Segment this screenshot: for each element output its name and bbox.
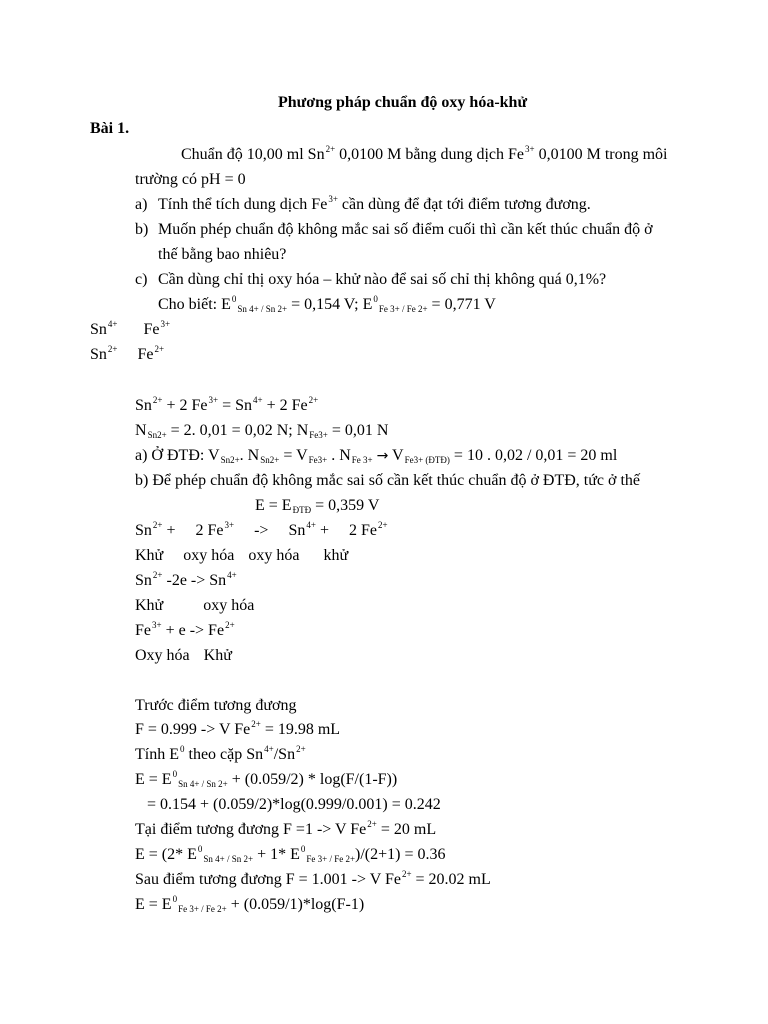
problem-statement-line2: trường có pH = 0 — [135, 171, 246, 188]
equivalence-potential-formula: E = (2* $E^0_{Sn 4+ / Sn 2+} + 1*$ $E^0_{Fe 3+ / Fe 2+})/(2+1) = 0.36$ — [135, 844, 446, 864]
tin-half-roles: Khử oxy hóa — [135, 597, 255, 614]
question-b-line2: thế bằng bao nhiêu? — [158, 246, 287, 263]
e0-calculation-note: Tính $E^0$ theo cặp $Sn^{4+}/Sn^{2+}$ — [135, 744, 306, 763]
iron-half-roles: Oxy hóa Khử — [135, 647, 232, 664]
exercise-heading: Bài 1. — [90, 120, 130, 137]
nernst-result-tin: = 0.154 + (0.059/2)*log(0.999/0.001) = 0.242 — [147, 796, 441, 813]
reaction-roles: Khử oxy hóa oxy hóa khử — [135, 547, 349, 564]
problem-statement-line1: Chuẩn độ 10,00 ml $Sn^{2+}$ 0,0100 M bằng dung dịch $Fe^{3+}$ 0,0100 M trong môi — [181, 144, 668, 163]
tin-half-reaction: $Sn^{2+}$ $-2e -> Sn^{4+}$ — [135, 570, 237, 589]
answer-b: b) Để phép chuẩn độ không mắc sai số cần kết thúc chuẩn độ ở ĐTĐ, tức ở thế — [135, 472, 641, 489]
equivalence-potential: $E = E_{ĐTĐ} = 0,359$ V — [255, 497, 380, 515]
nernst-formula-tin: $E = E^0_{Sn 4+ / Sn 2+} + (0.059/2) * \log(F/(1-F))$ — [135, 769, 398, 789]
reduced-pair: $Sn^{2+}$ $Fe^{2+}$ — [90, 344, 165, 363]
redox-reaction: $Sn^{2+} + 2$ $Fe^{3+} -> Sn^{4+} + 2$ $Fe^{2+}$ — [135, 520, 388, 539]
normality-line: $N_{Sn2+} = 2$. 0,01 = 0,02 N; $N_{Fe3+} = 0,01$ N — [135, 422, 389, 440]
oxidized-pair: $Sn^{4+}$ $Fe^{3+}$ — [90, 319, 171, 338]
question-a: a) Tính thể tích dung dịch $Fe^{3+}$ cần dùng để đạt tới điểm tương đương. — [135, 194, 591, 213]
titration-reaction: $Sn^{2+} + 2$ $Fe^{3+} = Sn^{4+} + 2$ $Fe^{2+}$ — [135, 395, 319, 414]
right-arrow-icon: → — [376, 448, 389, 464]
before-equivalence-volume: F = 0.999 -> V $Fe^{2+} = 19.98$ mL — [135, 719, 341, 738]
question-c: c) Cần dùng chỉ thị oxy hóa – khử nào để sai số chỉ thị không quá 0,1%? — [135, 271, 607, 288]
given-potentials: Cho biết: $E^0_{Sn 4+ / Sn 2+} = 0,154$ V; $E^0_{Fe 3+ / Fe 2+} = 0,771$ V — [158, 294, 496, 314]
document-title: Phương pháp chuẩn độ oxy hóa-khử — [278, 94, 528, 111]
nernst-formula-iron: $E = E^0_{Fe 3+ / Fe 2+} + (0.059/1)*\log(F-1)$ — [135, 894, 365, 914]
before-equivalence-heading: Trước điểm tương đương — [135, 697, 297, 714]
at-equivalence-volume: Tại điểm tương đương F =1 -> V $Fe^{2+} = 20$ mL — [135, 819, 437, 838]
question-b-line1: b) Muốn phép chuẩn độ không mắc sai số điểm cuối thì cần kết thúc chuẩn độ ở — [135, 221, 653, 238]
iron-half-reaction: $Fe^{3+} + e -> Fe^{2+}$ — [135, 620, 235, 639]
answer-a: a) Ở ĐTĐ: $V_{Sn2+}$. $N_{Sn2+} = V_{Fe3+}$ . $N_{Fe 3+} \to V_{Fe3+ (ĐTĐ)} = 10$ . 0,02 / 0,01 = 20 ml — [135, 447, 618, 465]
after-equivalence-volume: Sau điểm tương đương F = 1.001 -> V $Fe^{2+} = 20.02$ mL — [135, 869, 491, 888]
